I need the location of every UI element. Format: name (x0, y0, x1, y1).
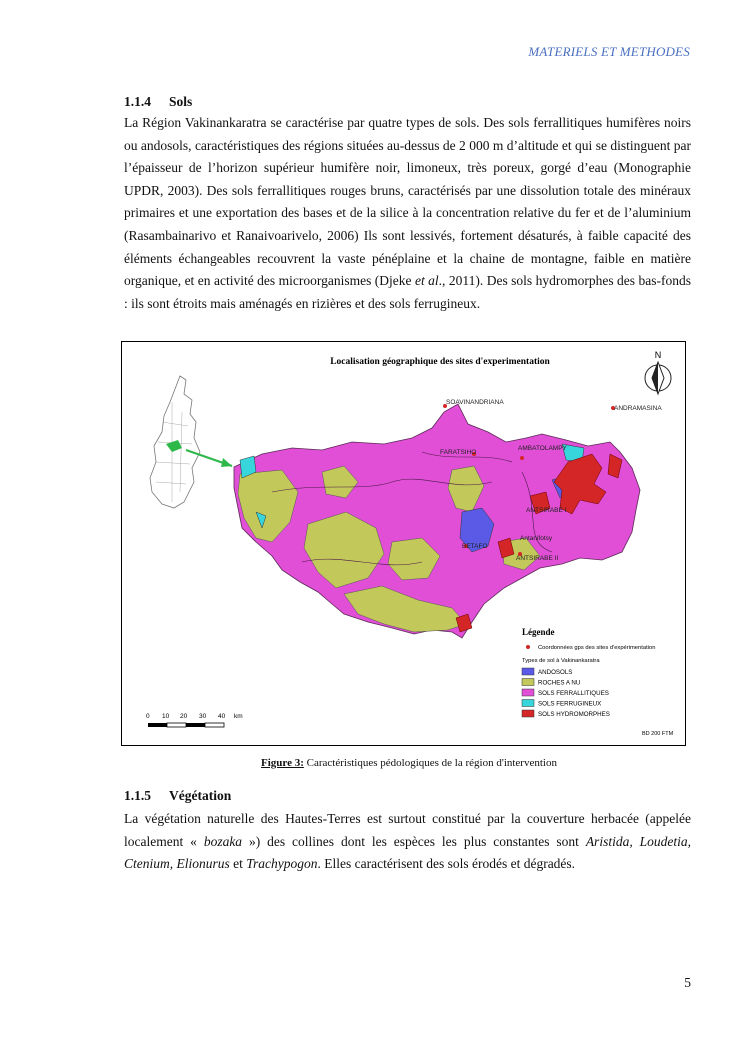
svg-text:km: km (234, 713, 243, 720)
running-header: MATERIELS ET METHODES (528, 44, 690, 59)
svg-text:Légende: Légende (522, 627, 555, 637)
section-number: 1.1.4 (124, 94, 151, 109)
legend-label: ANDOSOLS (538, 669, 573, 677)
legend-label: SOLS FERRUGINEUX (538, 700, 602, 708)
svg-text:N: N (654, 350, 662, 360)
map-legend (522, 627, 674, 737)
section-heading (124, 788, 691, 804)
svg-text:SOAVINANDRIANA: SOAVINANDRIANA (446, 399, 504, 406)
legend-label: ROCHES A NU (538, 679, 581, 687)
svg-text:FARATSIHO: FARATSIHO (440, 449, 477, 456)
soil-map-figure (121, 341, 686, 746)
figure-label: Figure 3: (261, 757, 304, 769)
svg-text:Antanifotsy: Antanifotsy (520, 535, 553, 542)
svg-text:40: 40 (218, 713, 226, 720)
svg-text:10: 10 (162, 713, 170, 720)
soil-map (122, 342, 684, 744)
section-heading (124, 94, 691, 110)
section-sols (124, 94, 691, 315)
svg-text:0: 0 (146, 713, 150, 720)
legend-swatch (522, 700, 534, 707)
section-title: Végétation (169, 788, 232, 803)
section-body: La végétation naturelle des Hautes-Terres est surtout constitué par la couverture herbacée (appelée localement « bozaka ») des collines dont les espèces les plus constantes sont Aristida, Loudetia, Ctenium, Elionurus et Trachypogon. Elles caractérisent des sols érodés et dégradés. (124, 811, 691, 872)
svg-text:Types de sol à Vakinankaratra: Types de sol à Vakinankaratra (522, 658, 600, 664)
svg-text:ANTSIRABE II: ANTSIRABE II (516, 555, 559, 562)
svg-text:Coordonnées gps des sites d'ex: Coordonnées gps des sites d'expérimentation (538, 645, 656, 651)
svg-text:ANDRAMASINA: ANDRAMASINA (614, 405, 662, 412)
legend-swatch (522, 710, 534, 717)
svg-text:ANTSIRABE I: ANTSIRABE I (526, 507, 567, 514)
map-title: Localisation géographique des sites d'experimentation (330, 357, 550, 367)
vakinankaratra-region (234, 404, 640, 638)
legend-label: SOLS FERRALLITIQUES (538, 690, 609, 698)
legend-swatch (522, 668, 534, 675)
legend-swatch (522, 679, 534, 686)
section-number: 1.1.5 (124, 788, 151, 803)
svg-text:BETAFO: BETAFO (462, 543, 488, 550)
legend-label: SOLS HYDROMORPHES (538, 711, 610, 719)
figure-caption (0, 757, 745, 769)
section-vegetation (124, 788, 691, 876)
svg-text:BD 200 FTM: BD 200 FTM (642, 731, 674, 737)
north-arrow-icon (645, 350, 671, 394)
madagascar-inset-map (150, 376, 232, 508)
page-number: 5 (684, 975, 691, 990)
scale-bar (146, 713, 243, 727)
svg-text:20: 20 (180, 713, 188, 720)
caption-text: Caractéristiques pédologiques de la région d'intervention (303, 757, 557, 769)
section-body: La Région Vakinankaratra se caractérise par quatre types de sols. Des sols ferrallitiques humifères noirs ou andosols, caractéristiques des régions situées au-dessus de 2 000 m d’altitude et qui se distinguent par l’épaisseur de l’horizon supérieur humifère noir, limoneux, très poreux, gorgé d’eau (Monographie UPDR, 2003). Des sols ferrallitiques rouges bruns, caractérisés par une dissolution totale des minéraux primaires et une exportation des bases et de la silice à la concentration relative du fer et de l’aluminium (Rasambainarivo et Ranaivoarivelo, 2006) Ils sont lessivés, fortement désaturés, à faible capacité des éléments échangeables recouvrent la vaste pénéplaine et la chaine de montagne, faible en matière organique, et en activité des microorganismes (Djeke et al., 2011). Des sols hydromorphes des bas-fonds : ils sont étroits mais aménagés en rizières et des sols ferrugineux. (124, 115, 691, 311)
svg-text:30: 30 (199, 713, 207, 720)
section-title: Sols (169, 94, 193, 109)
legend-swatch (522, 689, 534, 696)
svg-text:AMBATOLAMPY: AMBATOLAMPY (518, 445, 567, 452)
